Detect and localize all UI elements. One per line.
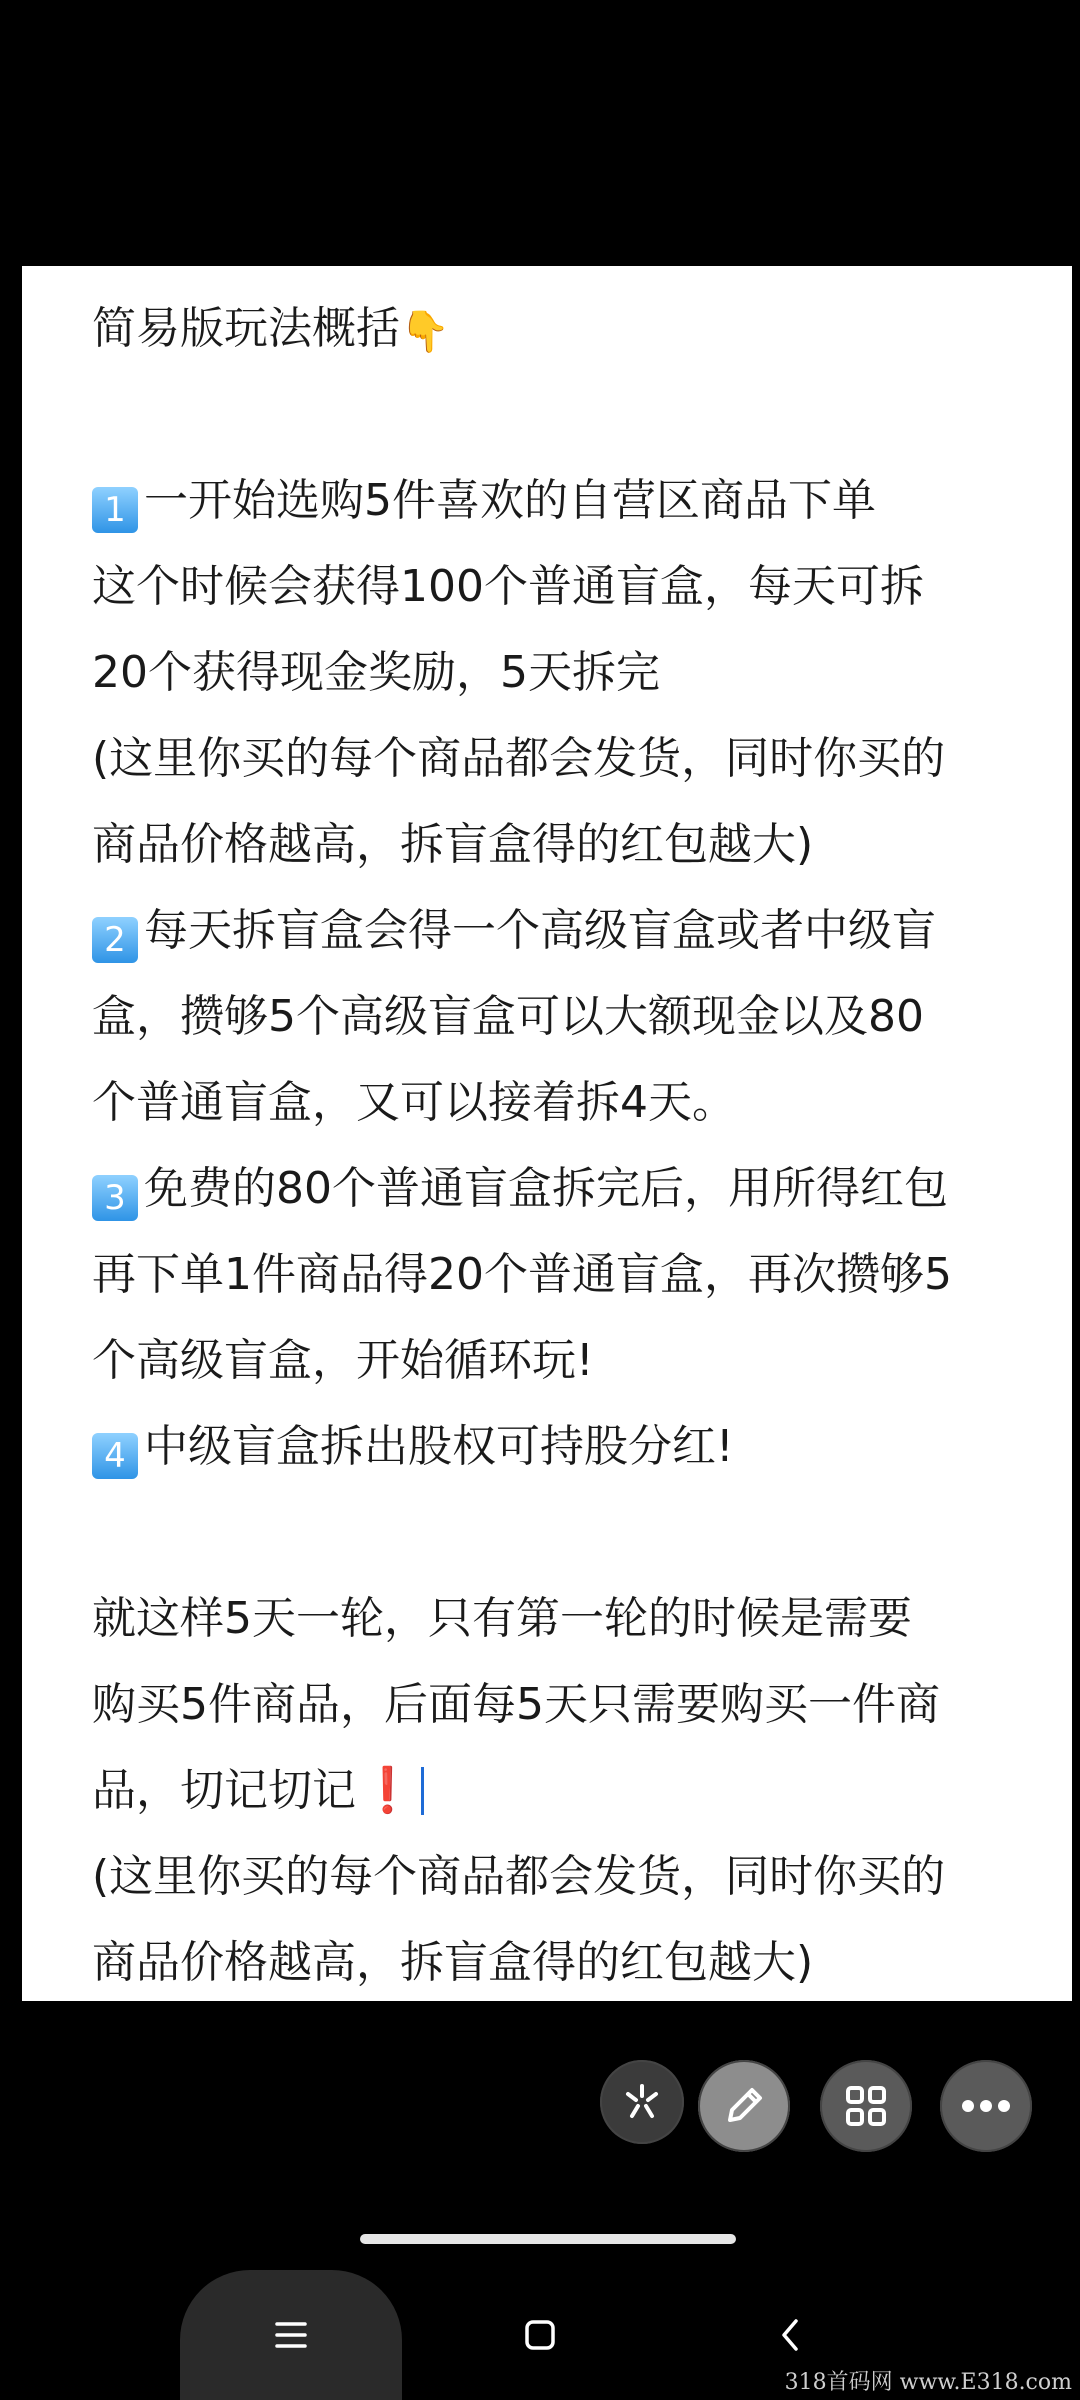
step3-line3: 个高级盲盒，开始循环玩! — [92, 1335, 594, 1386]
home-button[interactable] — [500, 2300, 580, 2370]
summary-line2: 购买5件商品，后面每5天只需要购买一件商 — [92, 1679, 940, 1730]
more-button[interactable] — [940, 2060, 1032, 2152]
note-title: 简易版玩法概括👇 — [92, 286, 1052, 372]
grid-button[interactable] — [820, 2060, 912, 2152]
back-chevron-icon — [776, 2315, 804, 2355]
step1-line2: 这个时候会获得100个普通盲盒，每天可拆 — [92, 561, 924, 612]
edit-button[interactable] — [698, 2060, 790, 2152]
grid-icon — [842, 2082, 890, 2130]
step4-line1: 4 中级盲盒拆出股权可持股分红! — [92, 1404, 1052, 1490]
keycap-4-icon: 4 — [92, 1433, 138, 1479]
step2-line1: 2 每天拆盲盒会得一个高级盲盒或者中级盲 — [92, 888, 1052, 974]
step2-line3: 个普通盲盒，又可以接着拆4天。 — [92, 1077, 736, 1128]
exclamation-icon: ❗ — [360, 1765, 415, 1816]
text-cursor — [421, 1767, 424, 1815]
hand-pointing-down-icon: 👇 — [400, 309, 450, 355]
menu-button[interactable] — [251, 2300, 331, 2370]
menu-icon — [273, 2319, 309, 2351]
note-text — [92, 286, 1052, 2006]
blank-line — [92, 1490, 1052, 1576]
keycap-1-icon: 1 — [92, 487, 138, 533]
sparkle-icon — [620, 2080, 664, 2124]
blank-line — [92, 372, 1052, 458]
sparkle-button[interactable] — [600, 2060, 684, 2144]
watermark: 318首码网 www.E318.com — [784, 2370, 1072, 2395]
more-icon — [960, 2098, 1012, 2114]
step1-line3: 20个获得现金奖励，5天拆完 — [92, 647, 660, 698]
keycap-2-icon: 2 — [92, 917, 138, 963]
note2-line1: (这里你买的每个商品都会发货，同时你买的 — [92, 1851, 946, 1902]
note-card — [22, 266, 1072, 2001]
summary-line3: 品，切记切记❗ — [92, 1748, 1052, 1834]
keycap-3-icon: 3 — [92, 1175, 138, 1221]
note1-line2: 商品价格越高，拆盲盒得的红包越大) — [92, 819, 814, 870]
pencil-icon — [718, 2080, 770, 2132]
note1-line1: (这里你买的每个商品都会发货，同时你买的 — [92, 733, 946, 784]
step3-line1: 3 免费的80个普通盲盒拆完后，用所得红包 — [92, 1146, 1052, 1232]
step1-line1: 1 一开始选购5件喜欢的自营区商品下单 — [92, 458, 1052, 544]
step2-line2: 盒，攒够5个高级盲盒可以大额现金以及80 — [92, 991, 924, 1042]
back-button[interactable] — [750, 2300, 830, 2370]
step3-line2: 再下单1件商品得20个普通盲盒，再次攒够5 — [92, 1249, 952, 1300]
note2-line2: 商品价格越高，拆盲盒得的红包越大) — [92, 1937, 814, 1988]
home-indicator[interactable] — [360, 2234, 736, 2244]
summary-line1: 就这样5天一轮，只有第一轮的时候是需要 — [92, 1593, 912, 1644]
home-square-icon — [522, 2317, 558, 2353]
